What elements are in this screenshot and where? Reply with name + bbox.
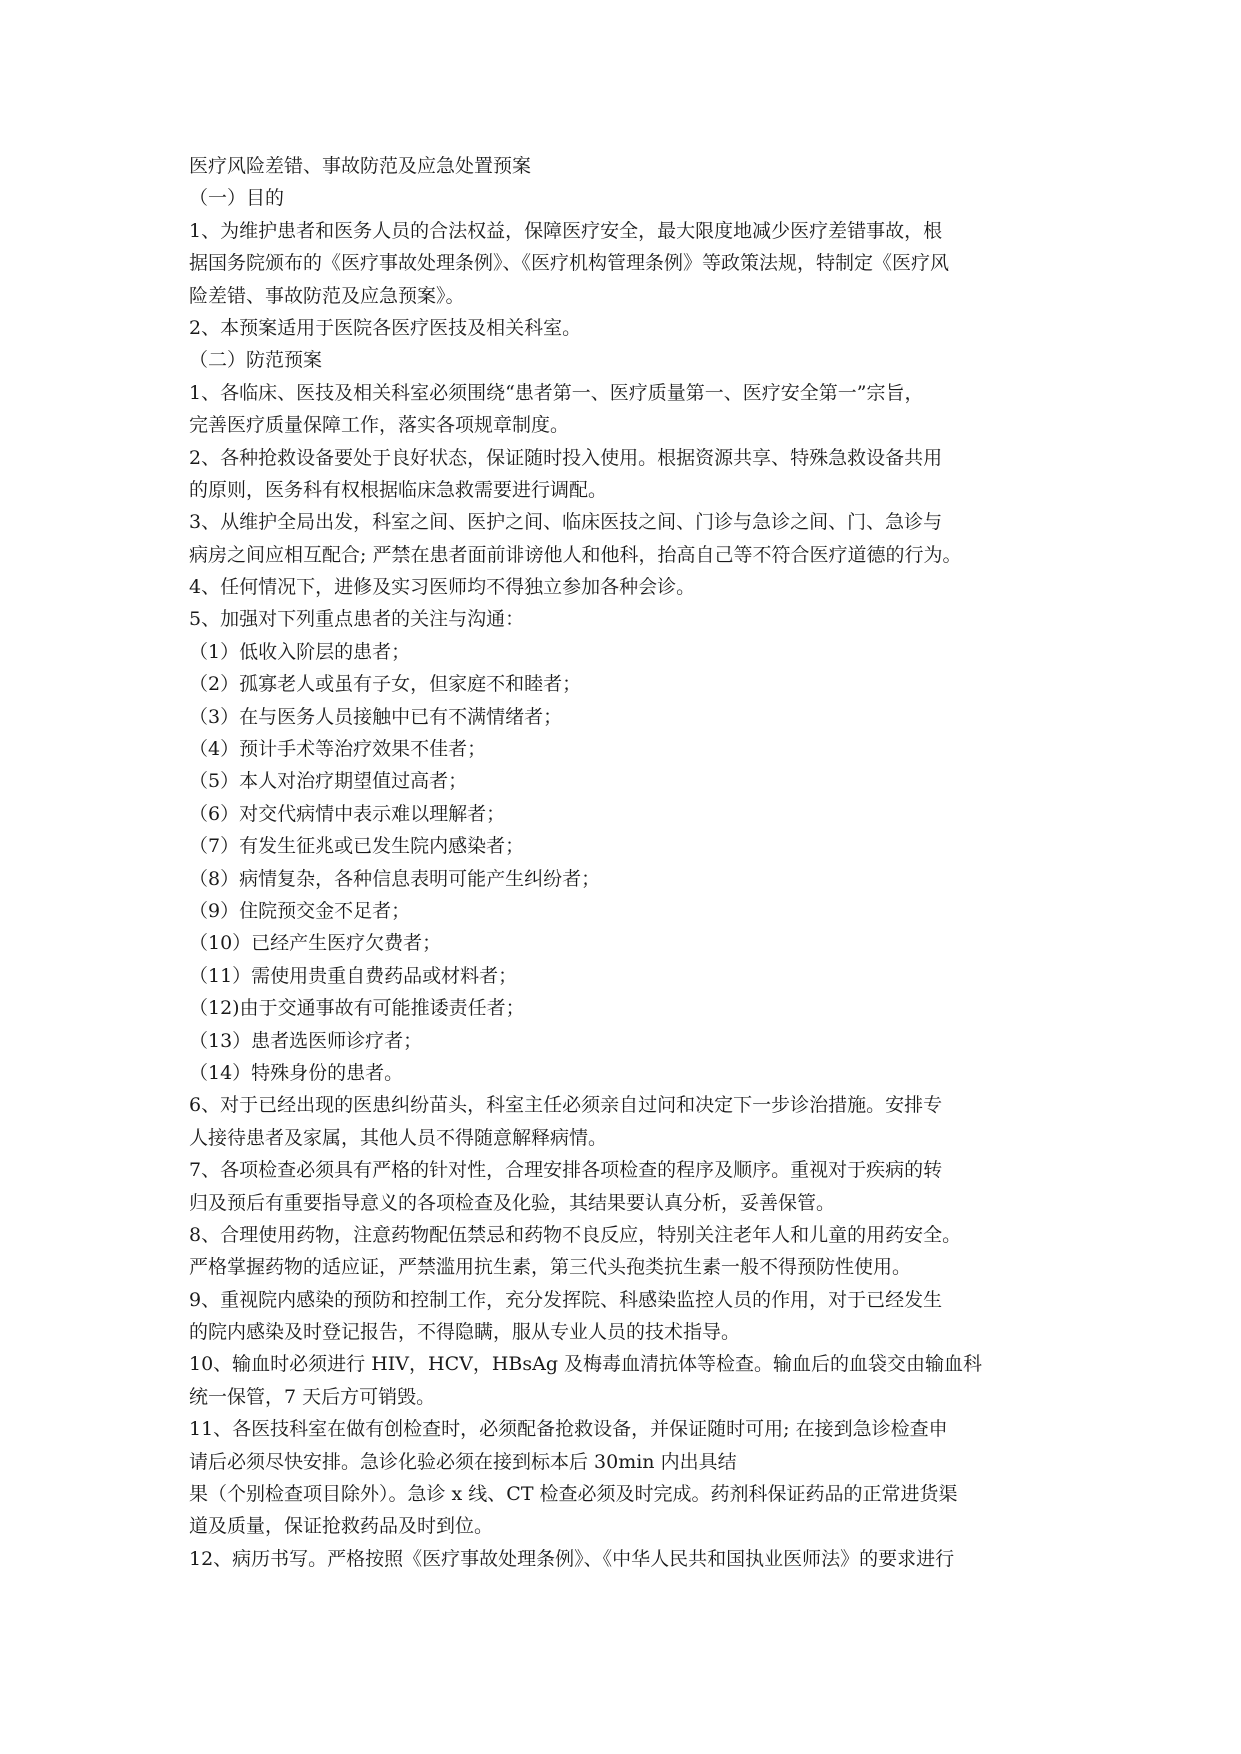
document-line: 统一保管，7 天后方可销毁。 — [189, 1385, 436, 1408]
document-line: （1）低收入阶层的患者； — [189, 640, 411, 663]
document-line: 归及预后有重要指导意义的各项检查及化验，其结果要认真分析，妥善保管。 — [189, 1191, 836, 1214]
document-line: （12)由于交通事故有可能推诿责任者； — [189, 997, 525, 1020]
document-line: 果（个别检查项目除外）。急诊 x 线、CT 检查必须及时完成。药剂科保证药品的正常进货渠 — [189, 1483, 958, 1506]
document-line: 人接待患者及家属，其他人员不得随意解释病情。 — [189, 1126, 608, 1149]
document-line: 的院内感染及时登记报告，不得隐瞒，服从专业人员的技术指导。 — [189, 1321, 741, 1344]
document-line: 9、重视院内感染的预防和控制工作，充分发挥院、科感染监控人员的作用，对于已经发生 — [189, 1288, 943, 1311]
document-line: （8）病情复杂，各种信息表明可能产生纠纷者； — [189, 867, 601, 890]
document-line: 据国务院颁布的《医疗事故处理条例》、《医疗机构管理条例》等政策法规，特制定《医疗风 — [189, 252, 950, 275]
document-line: 严格掌握药物的适应证，严禁滥用抗生素，第三代头孢类抗生素一般不得预防性使用。 — [189, 1256, 912, 1279]
document-title: 医疗风险差错、事故防范及应急处置预案 — [189, 155, 532, 177]
document-page — [189, 150, 1059, 1575]
document-line: 12、病历书写。严格按照《医疗事故处理条例》、《中华人民共和国执业医师法》的要求进行 — [189, 1547, 955, 1570]
document-line: 2、本预案适用于医院各医疗医技及相关科室。 — [189, 316, 582, 339]
document-line: 4、任何情况下，进修及实习医师均不得独立参加各种会诊。 — [189, 576, 696, 599]
document-line: 1、为维护患者和医务人员的合法权益，保障医疗安全，最大限度地减少医疗差错事故，根 — [189, 219, 943, 242]
document-line: 道及质量，保证抢救药品及时到位。 — [189, 1515, 494, 1538]
document-line: 2、各种抢救设备要处于良好状态，保证随时投入使用。根据资源共享、特殊急救设备共用 — [189, 446, 943, 469]
document-line: 1、各临床、医技及相关科室必须围绕“患者第一、医疗质量第一、医疗安全第一”宗旨， — [189, 381, 924, 404]
document-body — [189, 182, 1059, 1575]
document-line: 7、各项检查必须具有严格的针对性，合理安排各项检查的程序及顺序。重视对于疾病的转 — [189, 1159, 943, 1182]
document-line: 3、从维护全局出发，科室之间、医护之间、临床医技之间、门诊与急诊之间、门、急诊与 — [189, 511, 943, 534]
document-line: （7）有发生征兆或已发生院内感染者； — [189, 835, 525, 858]
document-line: （6）对交代病情中表示难以理解者； — [189, 802, 506, 825]
document-line: 请后必须尽快安排。急诊化验必须在接到标本后 30min 内出具结 — [189, 1450, 737, 1473]
document-line: 8、合理使用药物，注意药物配伍禁忌和药物不良反应，特别关注老年人和儿童的用药安全。 — [189, 1223, 962, 1246]
document-line: 11、各医技科室在做有创检查时，必须配备抢救设备，并保证随时可用; 在接到急诊检查申 — [189, 1418, 948, 1441]
document-line: （2）孤寡老人或虽有子女，但家庭不和睦者； — [189, 673, 582, 696]
document-line: （10）已经产生医疗欠费者； — [189, 932, 442, 955]
document-line: （4）预计手术等治疗效果不佳者； — [189, 738, 487, 761]
document-line: （3）在与医务人员接触中已有不满情绪者； — [189, 705, 563, 728]
document-line: （9）住院预交金不足者； — [189, 899, 411, 922]
document-line: （一）目的 — [189, 187, 285, 210]
document-line: 病房之间应相互配合; 严禁在患者面前诽谤他人和他科，抬高自己等不符合医疗道德的行为。 — [189, 543, 962, 566]
document-line: 完善医疗质量保障工作，落实各项规章制度。 — [189, 414, 570, 437]
document-line: （13）患者选医师诊疗者； — [189, 1029, 423, 1052]
document-line: 的原则，医务科有权根据临床急救需要进行调配。 — [189, 478, 608, 501]
document-line: 险差错、事故防范及应急预案》。 — [189, 284, 465, 307]
document-line: 6、对于已经出现的医患纠纷苗头，科室主任必须亲自过问和决定下一步诊治措施。安排专 — [189, 1094, 943, 1117]
document-line: 5、加强对下列重点患者的关注与沟通： — [189, 608, 525, 631]
document-line: （二）防范预案 — [189, 349, 323, 372]
document-line: （5）本人对治疗期望值过高者； — [189, 770, 468, 793]
document-line: 10、输血时必须进行 HIV，HCV，HBsAg 及梅毒血清抗体等检查。输血后的血袋交由输血科 — [189, 1353, 983, 1376]
document-line: （14）特殊身份的患者。 — [189, 1061, 404, 1084]
document-line: （11）需使用贵重自费药品或材料者； — [189, 964, 518, 987]
